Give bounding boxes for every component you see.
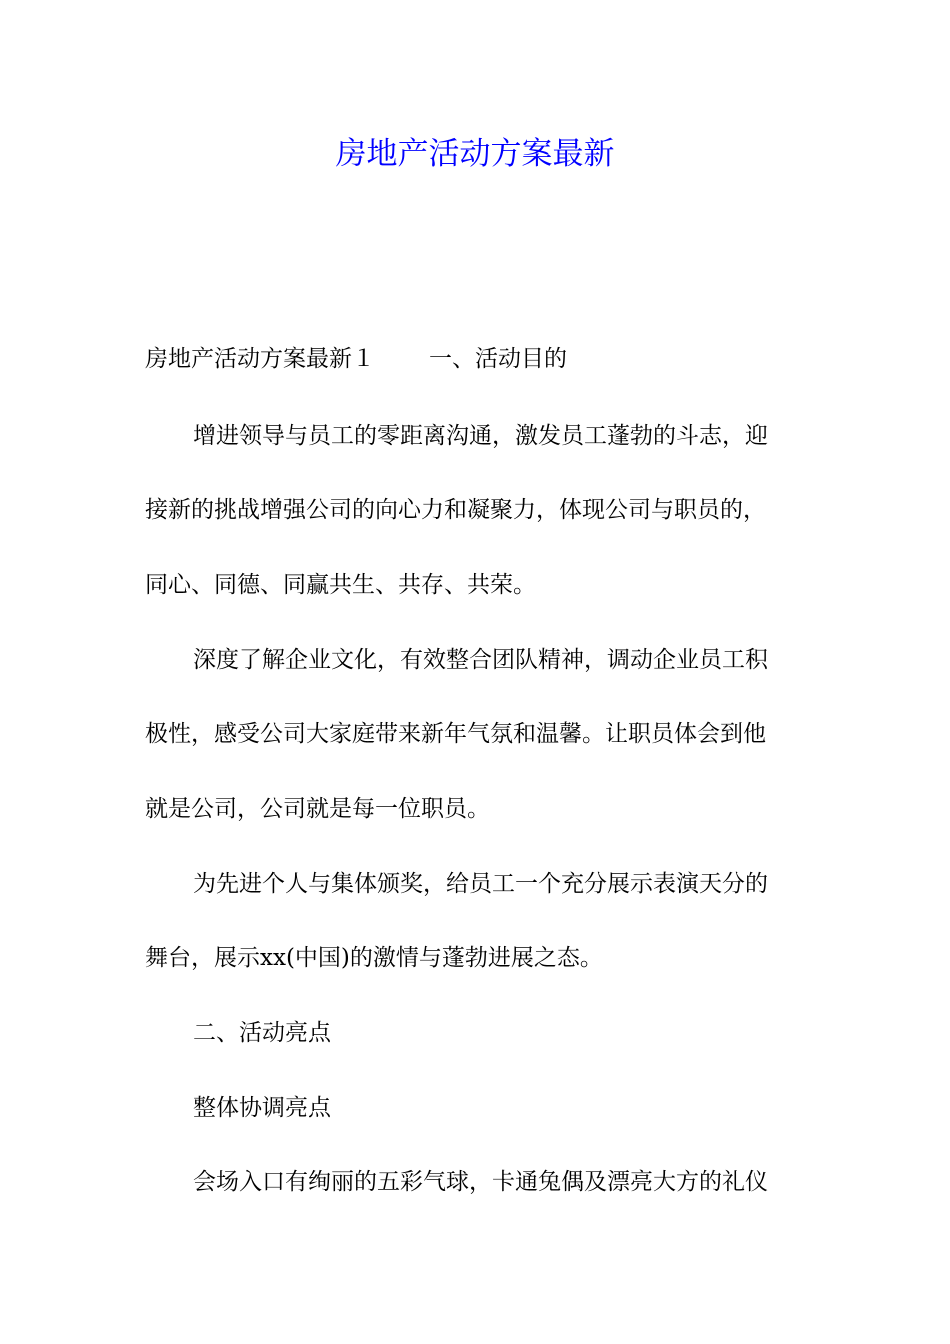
section-heading-line bbox=[145, 339, 567, 379]
paragraph-line: 同心、同德、同赢共生、共存、共荣。 bbox=[145, 572, 536, 598]
paragraph-line: 深度了解企业文化，有效整合团队精神，调动企业员工积 bbox=[193, 647, 768, 673]
subsection-title: 整体协调亮点 bbox=[193, 1095, 331, 1121]
section-heading: 房地产活动方案最新１ bbox=[145, 346, 375, 372]
section2-title: 二、活动亮点 bbox=[193, 1020, 331, 1046]
paragraph-line: 接新的挑战增强公司的向心力和凝聚力，体现公司与职员的， bbox=[145, 497, 766, 523]
paragraph-line: 为先进个人与集体颁奖，给员工一个充分展示表演天分的 bbox=[193, 871, 768, 897]
document-body bbox=[145, 0, 805, 1344]
paragraph-line: 会场入口有绚丽的五彩气球，卡通兔偶及漂亮大方的礼仪 bbox=[193, 1169, 768, 1195]
paragraph-line: 增进领导与员工的零距离沟通，激发员工蓬勃的斗志，迎 bbox=[193, 423, 768, 449]
paragraph-line: 极性，感受公司大家庭带来新年气氛和温馨。让职员体会到他 bbox=[145, 721, 766, 747]
section1-title: 一、活动目的 bbox=[429, 346, 567, 372]
document-title: 房地产活动方案最新 bbox=[335, 136, 615, 172]
paragraph-line: 舞台，展示xx(中国)的激情与蓬勃进展之态。 bbox=[145, 945, 603, 971]
paragraph-line: 就是公司，公司就是每一位职员。 bbox=[145, 796, 490, 822]
